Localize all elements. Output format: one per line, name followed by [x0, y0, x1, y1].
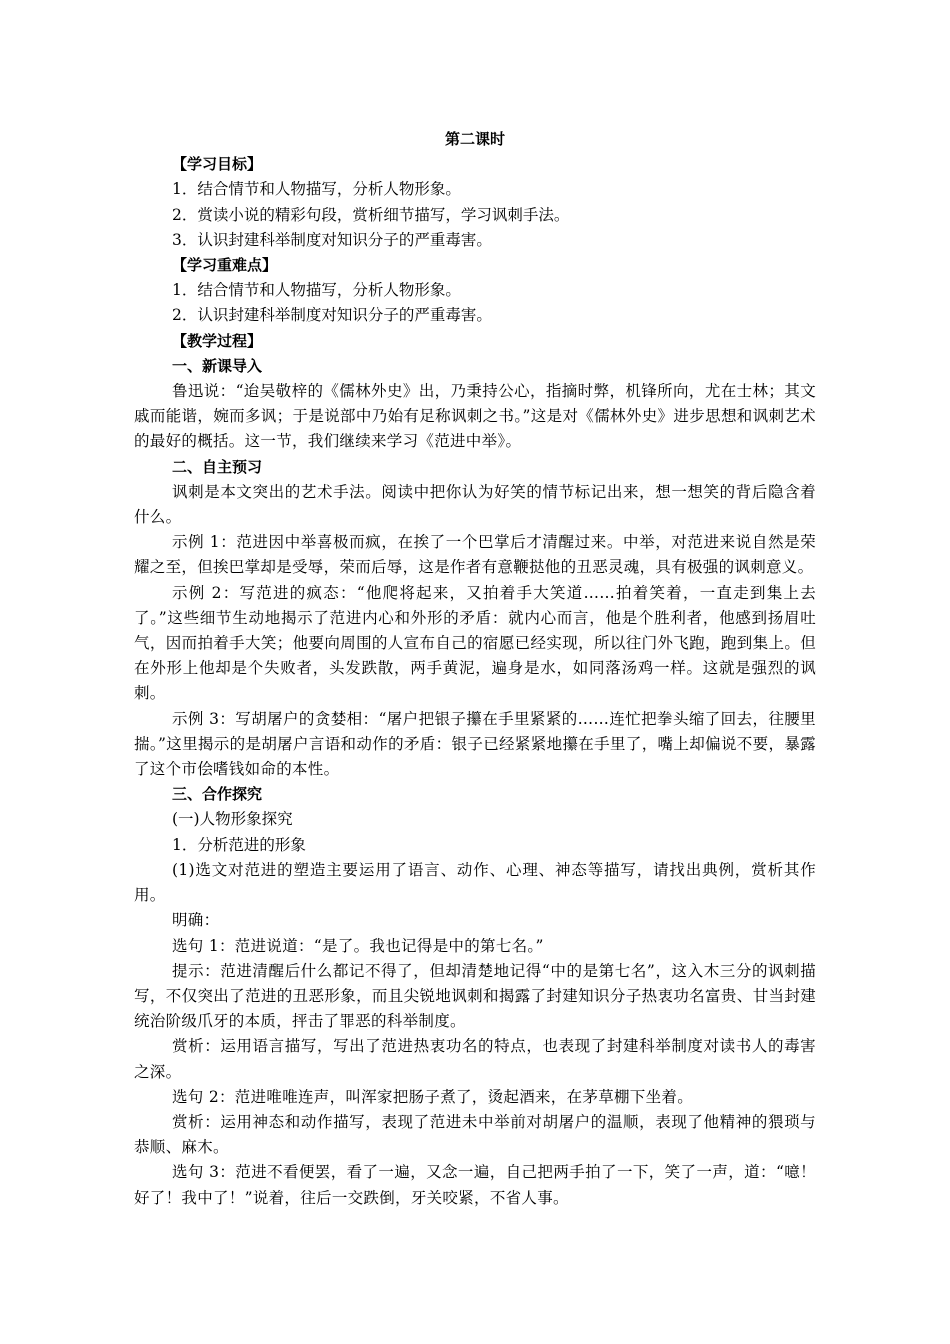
- goal-item: 2．赏读小说的精彩句段，赏析细节描写，学习讽刺手法。: [172, 205, 570, 224]
- explore-paragraph: 选句 2：范进唯唯连声，叫浑家把肠子煮了，烫起酒来，在茅草棚下坐着。: [172, 1087, 693, 1106]
- keypoints-heading: 【学习重难点】: [172, 256, 278, 275]
- explore-paragraph: (1)选文对范进的塑造主要运用了语言、动作、心理、神态等描写，请找出典例，赏析其作用。: [134, 860, 816, 905]
- explore-paragraph: 选句 3：范进不看便罢，看了一遍，又念一遍，自己把两手拍了一下，笑了一声，道：“噫！好了！我中了！”说着，往后一交跌倒，牙关咬紧，不省人事。: [134, 1163, 816, 1207]
- preview-paragraph: 讽刺是本文突出的艺术手法。阅读中把你认为好笑的情节标记出来，想一想笑的背后隐含着什么。: [134, 482, 816, 527]
- explore-paragraph: 赏析：运用神态和动作描写，表现了范进未中举前对胡屠户的温顺，表现了他精神的猥琐与恭顺、麻木。: [134, 1112, 816, 1157]
- page-title: 第二课时: [444, 130, 505, 148]
- explore-paragraph: 赏析：运用语言描写，写出了范进热衷功名的特点，也表现了封建科举制度对读书人的毒害之深。: [134, 1037, 816, 1081]
- example-paragraph: 示例 2：写范进的疯态：“他爬将起来，又拍着手大笑道……拍着笑着，一直走到集上去了。”这些细节生动地揭示了范进内心和外形的矛盾：就内心而言，他是个胜利者，他感到扬眉吐气，因而拍着手大笑；他要向周围的人宣布自己的宿愿已经实现，所以往门外飞跑，跑到集上。但在外形上他却是个失败者，头发跌散，两手黄泥，遍身是水，如同落汤鸡一样。这就是强烈的讽刺。: [134, 583, 816, 703]
- explore-paragraph: 选句 1：范进说道：“是了。我也记得是中的第七名。”: [172, 936, 544, 955]
- goals-heading: 【学习目标】: [172, 155, 263, 174]
- keypoint-item: 2．认识封建科举制度对知识分子的严重毒害。: [172, 306, 492, 325]
- explore-paragraph: 提示：范进清醒后什么都记不得了，但却清楚地记得“中的是第七名”，这入木三分的讽刺描写，不仅突出了范进的丑恶形象，而且尖锐地讽刺和揭露了封建知识分子热衷功名富贵、甘当封建统治阶级爪牙的本质，抨击了罪恶的科举制度。: [134, 961, 816, 1031]
- example-paragraph: 示例 3：写胡屠户的贪婪相：“屠户把银子攥在手里紧紧的……连忙把拳头缩了回去，往腰里揣。”这里揭示的是胡屠户言语和动作的矛盾：银子已经紧紧地攥在手里了，嘴上却偏说不要，暴露了这个市侩嗜钱如命的本性。: [134, 709, 816, 779]
- intro-paragraph: 鲁迅说：“迨吴敬梓的《儒林外史》出，乃秉持公心，指摘时弊，机锋所向，尤在士林；其文戚而能谐，婉而多讽；于是说部中乃始有足称讽刺之书。”这是对《儒林外史》进步思想和讽刺艺术的最好的概括。这一节，我们继续来学习《范进中举》。: [134, 382, 816, 451]
- explore-paragraph: 明确：: [172, 911, 220, 930]
- section-heading-explore: 三、合作探究: [172, 785, 263, 804]
- point-label: 1．分析范进的形象: [172, 835, 306, 854]
- example-paragraph: 示例 1：范进因中举喜极而疯，在挨了一个巴掌后才清醒过来。中举，对范进来说自然是荣耀之至，但挨巴掌却是受辱，荣而后辱，这是作者有意鞭挞他的丑恶灵魂，具有极强的讽刺意义。: [134, 533, 816, 577]
- goal-item: 3．认识封建科举制度对知识分子的严重毒害。: [172, 230, 492, 249]
- section-heading-preview: 二、自主预习: [172, 457, 263, 476]
- subsection-label: (一)人物形象探究: [172, 810, 293, 829]
- document-page: [134, 127, 816, 1211]
- keypoint-item: 1．结合情节和人物描写，分析人物形象。: [172, 281, 461, 300]
- section-heading-intro: 一、新课导入: [172, 356, 263, 375]
- process-heading: 【教学过程】: [172, 331, 263, 350]
- goal-item: 1．结合情节和人物描写，分析人物形象。: [172, 180, 461, 199]
